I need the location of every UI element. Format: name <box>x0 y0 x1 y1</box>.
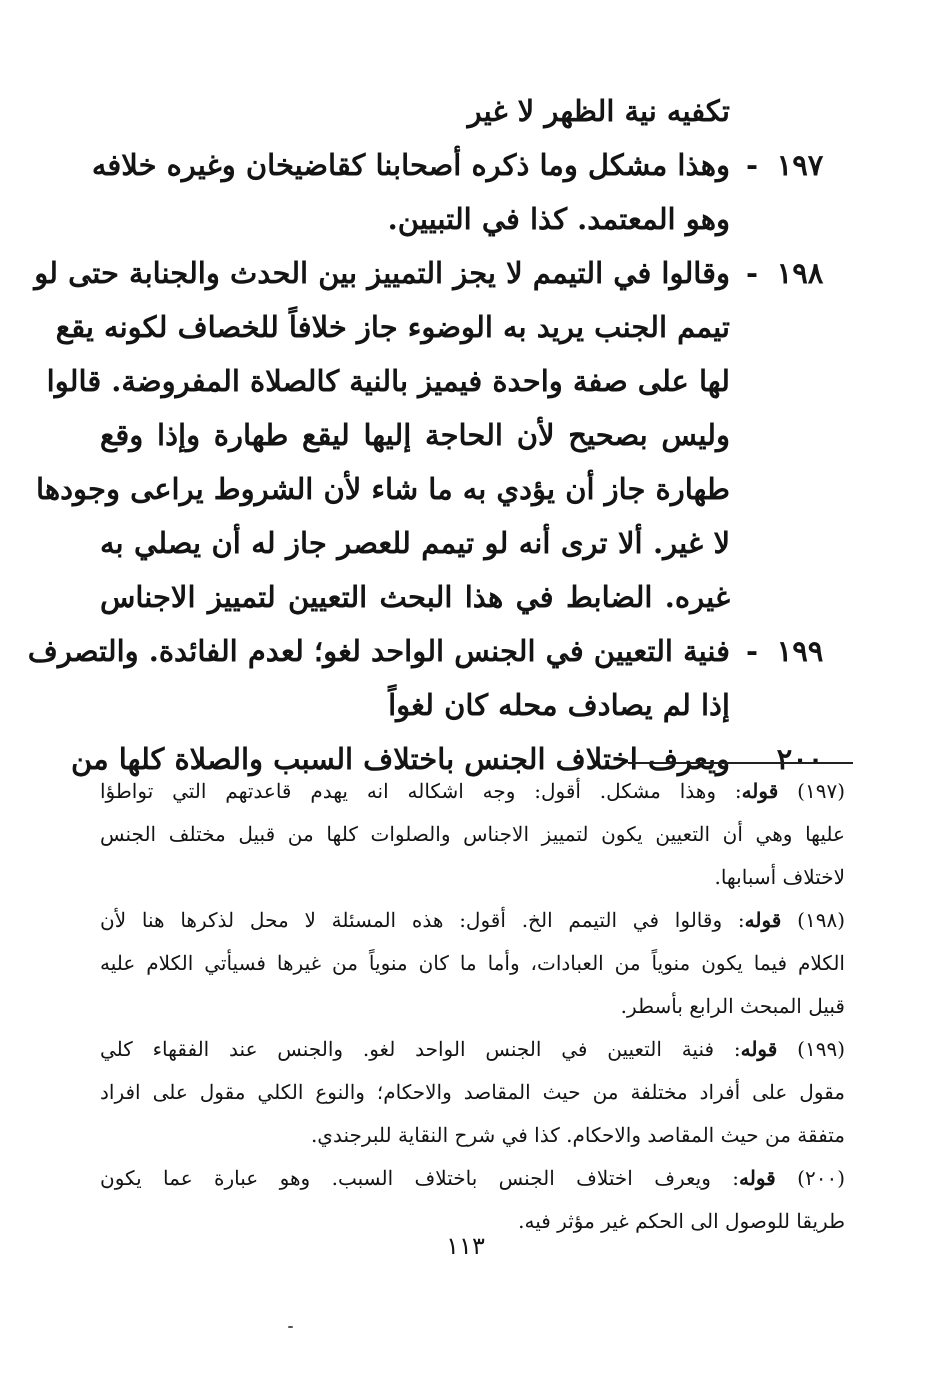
footnote-label: قوله <box>741 779 779 803</box>
paragraph-198-line: لا غير. ألا ترى أنه لو تيمم للعصر جاز له أن يصلي به <box>100 526 730 560</box>
paragraph-198-line: ١٩٨ - وقالوا في التيمم لا يجز التمييز بين الحدث والجنابة حتى لو <box>100 246 830 300</box>
footnote-198-line: الكلام فيما يكون منوياً من العبادات، وأما ما كان منوياً من غيرها فسيأتي الكلام عليه <box>100 951 845 975</box>
footnote-ref: (١٩٨) <box>797 908 845 932</box>
footnote-ref: (٢٠٠) <box>797 1166 846 1190</box>
footnote-ref: (١٩٧) <box>797 779 845 803</box>
paragraph-198-line: غيره. الضابط في هذا البحث التعيين لتمييز الاجناس <box>100 580 730 614</box>
footnote-label: قوله <box>739 1166 776 1190</box>
footnote-ref: (١٩٩) <box>797 1037 845 1061</box>
paragraph-199-line: ١٩٩ - فنية التعيين في الجنس الواحد لغو؛ لعدم الفائدة. والتصرف <box>100 624 830 678</box>
footnote-199-line: (١٩٩) قوله: فنية التعيين في الجنس الواحد لغو. والجنس عند الفقهاء كلي <box>100 1037 845 1061</box>
paragraph-number-200: ٢٠٠ <box>776 742 824 776</box>
paragraph-199-line: إذا لم يصادف محله كان لغواً <box>388 688 730 722</box>
footnote-label: قوله <box>744 908 782 932</box>
footnote-197-line: (١٩٧) قوله: وهذا مشكل. أقول: وجه اشكاله انه يهدم قاعدتهم التي تواطؤا <box>100 779 845 803</box>
footnote-198-line: (١٩٨) قوله: وقالوا في التيمم الخ. أقول: هذه المسئلة لا محل لذكرها هنا لأن <box>100 908 845 932</box>
footnote-200-line: طريقا للوصول الى الحكم غير مؤثر فيه. <box>518 1209 845 1233</box>
page-number: ١١٣ <box>446 1232 485 1260</box>
footnote-label: قوله <box>740 1037 778 1061</box>
footnote-200-line: (٢٠٠) قوله: ويعرف اختلاف الجنس باختلاف السبب. وهو عبارة عما يكون <box>100 1166 846 1190</box>
opening-line: تكفيه نية الظهر لا غير <box>467 94 730 128</box>
paragraph-number-197: ١٩٧ <box>776 148 824 182</box>
footnote-divider <box>628 762 853 764</box>
scan-speck <box>288 1326 293 1328</box>
paragraph-197-line: وهو المعتمد. كذا في التبيين. <box>387 202 730 236</box>
paragraph-number-199: ١٩٩ <box>776 634 824 668</box>
paragraph-200-line: ٢٠٠ ويعرف اختلاف الجنس باختلاف السبب والصلاة كلها من <box>100 732 830 786</box>
paragraph-dash: - <box>745 256 759 290</box>
footnote-199-line: متفقة من حيث المقاصد والاحكام. كذا في شرح النقاية للبرجندي. <box>310 1123 845 1147</box>
footnotes <box>100 770 845 1243</box>
main-text <box>27 84 830 786</box>
paragraph-number-198: ١٩٨ <box>776 256 824 290</box>
paragraph-197-line: ١٩٧ - وهذا مشكل وما ذكره أصحابنا كقاضيخان وغيره خلافه <box>100 138 830 192</box>
footnote-197-line: عليها وهي أن التعيين يكون لتمييز الاجناس والصلوات كلها من قبيل مختلف الجنس <box>100 822 845 846</box>
footnote-199-line: مقول على أفراد مختلفة من حيث المقاصد والاحكام؛ والنوع الكلي مقول على افراد <box>100 1080 845 1104</box>
footnote-198-line: قبيل المبحث الرابع بأسطر. <box>620 994 845 1018</box>
paragraph-198-line: تيمم الجنب يريد به الوضوء جاز خلافاً للخصاف لكونه يقع <box>55 310 730 344</box>
paragraph-198-line: لها على صفة واحدة فيميز بالنية كالصلاة المفروضة. قالوا <box>46 364 730 398</box>
paragraph-198-line: طهارة جاز أن يؤدي به ما شاء لأن الشروط يراعى وجودها <box>36 472 730 506</box>
paragraph-198-line: وليس بصحيح لأن الحاجة إليها ليقع طهارة وإذا وقع <box>100 418 730 452</box>
paragraph-dash: - <box>745 634 759 668</box>
paragraph-dash: - <box>745 148 759 182</box>
footnote-197-line: لاختلاف أسبابها. <box>714 865 845 889</box>
